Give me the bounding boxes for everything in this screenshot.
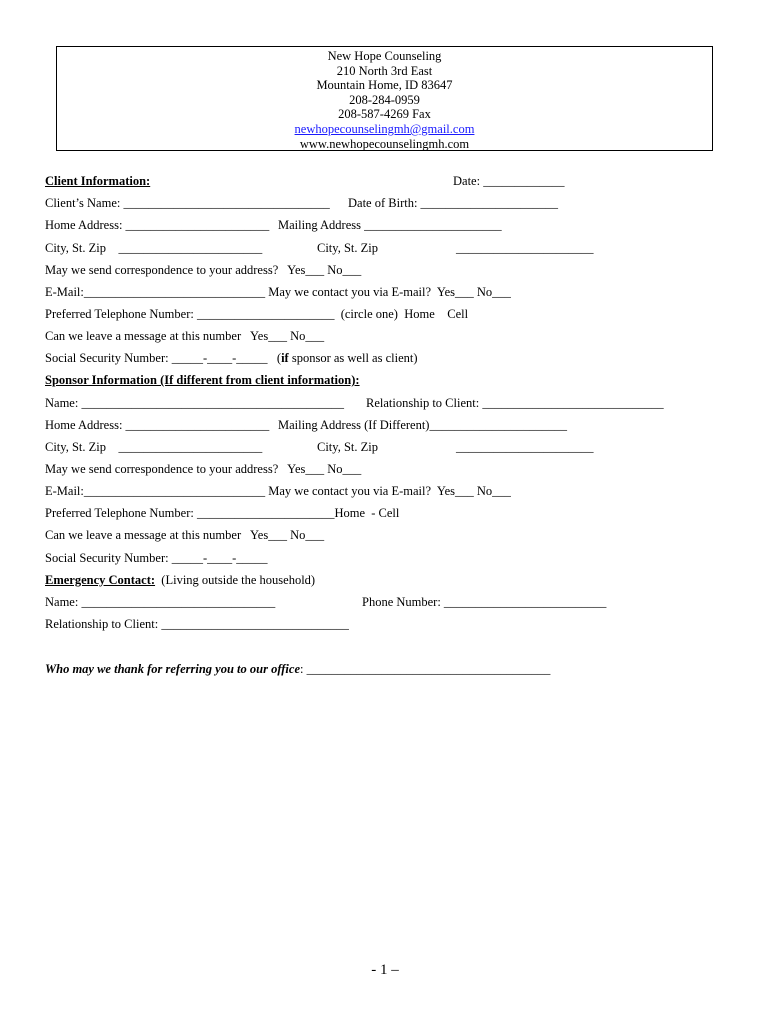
org-city: Mountain Home, ID 83647	[316, 78, 453, 93]
emergency-section-note: (Living outside the household)	[155, 573, 316, 587]
sponsor-mailing-city-label: City, St. Zip	[317, 440, 379, 454]
client-correspondence-question[interactable]: May we send correspondence to your address? Yes___ No___	[45, 263, 362, 277]
client-ssn-tail: sponsor as well as client)	[288, 351, 418, 365]
org-phone: 208-284-0959	[349, 92, 420, 107]
sponsor-home-address-field[interactable]: Home Address: _______________________	[45, 418, 270, 432]
org-street: 210 North 3rd East	[336, 63, 433, 78]
dob-field[interactable]: Date of Birth: ______________________	[348, 196, 559, 210]
referral-field[interactable]	[45, 662, 550, 677]
sponsor-correspondence-question[interactable]: May we send correspondence to your address? Yes___ No___	[45, 462, 362, 476]
letterhead-box	[56, 46, 713, 151]
client-message-question[interactable]: Can we leave a message at this number Yes___ No___	[45, 329, 325, 343]
sponsor-ssn-field[interactable]: Social Security Number: _____-____-_____	[45, 551, 268, 565]
org-website: www.newhopecounselingmh.com	[299, 136, 470, 151]
sponsor-section-title: Sponsor Information (If different from client information):	[45, 373, 360, 387]
client-name-field[interactable]: Client’s Name: _________________________________	[45, 196, 330, 210]
emergency-phone-field[interactable]: Phone Number: __________________________	[362, 595, 607, 609]
sponsor-relationship-field[interactable]: Relationship to Client: _____________________________	[366, 396, 664, 410]
sponsor-phone-field[interactable]: Preferred Telephone Number: ______________________Home - Cell	[45, 506, 400, 520]
org-fax: 208-587-4269 Fax	[338, 107, 431, 122]
client-home-address-field[interactable]: Home Address: _______________________	[45, 218, 270, 232]
client-mailing-city-label: City, St. Zip	[317, 241, 379, 255]
sponsor-email-field[interactable]: E-Mail:_____________________________ May we contact you via E-mail? Yes___ No___	[45, 484, 511, 498]
sponsor-name-field[interactable]: Name: __________________________________________	[45, 396, 344, 410]
date-field[interactable]: Date: _____________	[453, 174, 565, 188]
sponsor-message-question[interactable]: Can we leave a message at this number Yes___ No___	[45, 528, 325, 542]
client-city-zip-field[interactable]: City, St. Zip _______________________	[45, 241, 263, 255]
sponsor-mailing-address-field[interactable]: Mailing Address (If Different)______________________	[278, 418, 567, 432]
emergency-section-heading	[45, 573, 315, 588]
emergency-section-title: Emergency Contact:	[45, 573, 156, 587]
org-name: New Hope Counseling	[327, 49, 442, 63]
sponsor-city-zip-field[interactable]: City, St. Zip _______________________	[45, 440, 263, 454]
client-ssn-text: Social Security Number: _____-____-_____ (	[45, 351, 282, 365]
client-section-title: Client Information:	[45, 174, 151, 188]
referral-line: : _______________________________________	[300, 662, 551, 676]
page-number: - 1 –	[371, 962, 399, 978]
client-ssn-field[interactable]	[45, 351, 418, 366]
emergency-name-field[interactable]: Name: _______________________________	[45, 595, 276, 609]
referral-question: Who may we thank for referring you to our office	[45, 662, 300, 676]
client-mailing-address-field[interactable]: Mailing Address ______________________	[278, 218, 502, 232]
client-phone-field[interactable]: Preferred Telephone Number: ______________________ (circle one) Home Cell	[45, 307, 469, 321]
emergency-relationship-field[interactable]: Relationship to Client: ______________________________	[45, 617, 349, 631]
client-ssn-if: if	[281, 351, 289, 365]
org-email-link[interactable]: newhopecounselingmh@gmail.com	[294, 122, 475, 136]
client-email-field[interactable]: E-Mail:_____________________________ May we contact you via E-mail? Yes___ No___	[45, 285, 511, 299]
sponsor-mailing-city-field[interactable]: ______________________	[456, 440, 594, 454]
client-mailing-city-field[interactable]: ______________________	[456, 241, 594, 255]
